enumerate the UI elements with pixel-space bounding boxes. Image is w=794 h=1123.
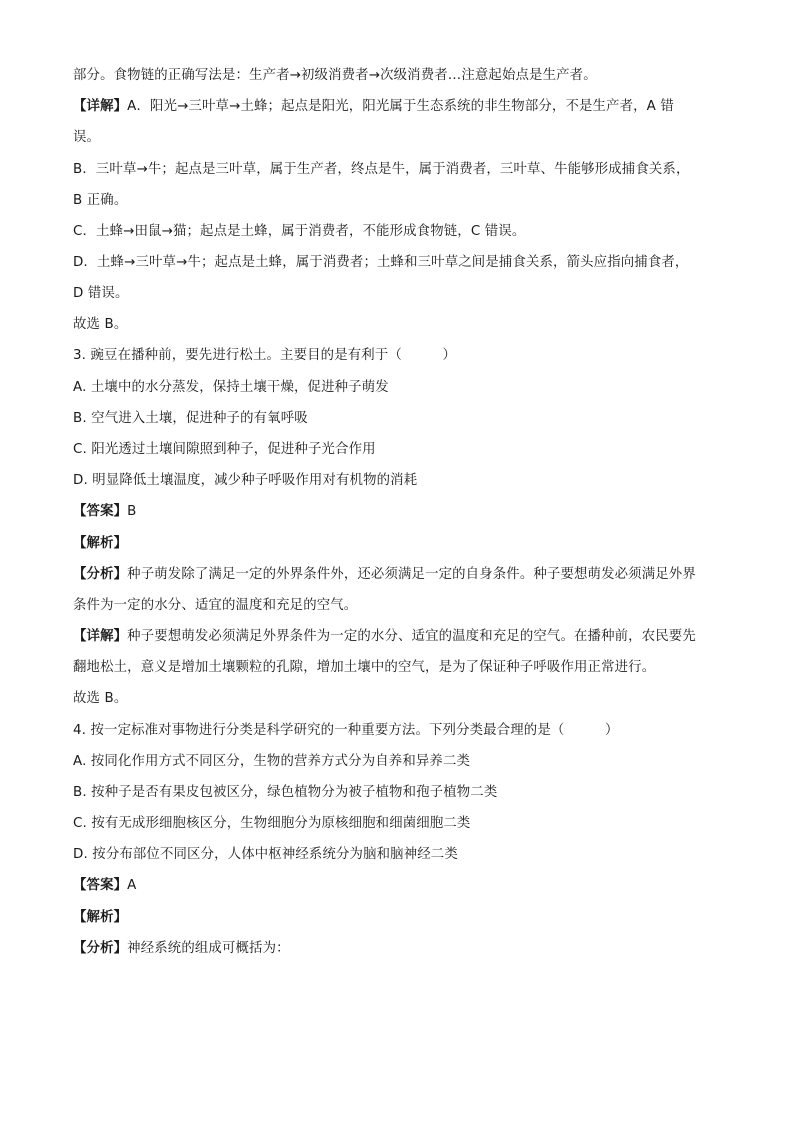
text-line: B．三叶草→牛；起点是三叶草，属于生产者，终点是牛，属于消费者，三叶草、牛能够形成捕食关系， [73,162,690,177]
section-tag: 【分析】 [73,941,128,956]
text-line: 部分。食物链的正确写法是：生产者→初级消费者→次级消费者…注意起始点是生产者。 [73,68,597,83]
text-line [73,908,723,928]
text-line: D 错误。 [73,286,129,301]
answer-option: A. 按同化作用方式不同区分，生物的营养方式分为自养和异养二类 [73,754,471,769]
section-tag: 【解析】 [73,536,128,551]
text-line: B 正确。 [73,193,128,208]
question-stem: 4. 按一定标准对事物进行分类是科学研究的一种重要方法。下列分类最合理的是（ ） [73,723,619,738]
section-tag: 【分析】 [73,567,128,582]
answer-option: A. 土壤中的水分蒸发，保持土壤干燥，促进种子萌发 [73,380,389,395]
section-tag: 【答案】 [73,504,128,519]
text-line: 【详解】A．阳光→三叶草→土蜂；起点是阳光，阳光属于生态系统的非生物部分，不是生产者，A 错 [73,99,674,114]
section-tag: 【解析】 [73,910,128,925]
text-line: 条件为一定的水分、适宜的温度和充足的空气。 [73,598,358,613]
question-stem: 3. 豌豆在播种前，要先进行松土。主要目的是有利于（ ） [73,348,457,363]
section-tag: 【答案】 [73,878,128,893]
text-line [73,534,723,554]
text-line: 翻地松土，意义是增加土壤颗粒的孔隙，增加土壤中的空气，是为了保证种子呼吸作用正常进行。 [73,660,656,675]
text-line: C．土蜂→田鼠→猫；起点是土蜂，属于消费者，不能形成食物链，C 错误。 [73,224,526,239]
text-line: 误。 [73,130,101,145]
answer-line: 【答案】A [73,878,137,893]
answer-option: B. 按种子是否有果皮包被区分，绿色植物分为被子植物和孢子植物二类 [73,785,498,800]
text-line: D．土蜂→三叶草→牛；起点是土蜂，属于消费者；土蜂和三叶草之间是捕食关系，箭头应指向捕食者， [73,255,689,270]
text-line: 【分析】神经系统的组成可概括为： [73,941,290,956]
answer-option: B. 空气进入土壤，促进种子的有氧呼吸 [73,411,308,426]
text-line: 故选 B。 [73,691,128,706]
answer-line: 【答案】B [73,504,137,519]
text-line: 【分析】种子萌发除了满足一定的外界条件外，还必须满足一定的自身条件。种子要想萌发必须满足外界 [73,567,696,582]
section-tag: 【详解】 [73,99,128,114]
answer-option: D. 明显降低土壤温度，减少种子呼吸作用对有机物的消耗 [73,473,418,488]
text-line: 故选 B。 [73,317,128,332]
answer-option: D. 按分布部位不同区分，人体中枢神经系统分为脑和脑神经二类 [73,847,458,862]
answer-option: C. 阳光透过土壤间隙照到种子，促进种子光合作用 [73,442,376,457]
answer-option: C. 按有无成形细胞核区分，生物细胞分为原核细胞和细菌细胞二类 [73,816,471,831]
text-line: 【详解】种子要想萌发必须满足外界条件为一定的水分、适宜的温度和充足的空气。在播种前，农民要先 [73,629,696,644]
section-tag: 【详解】 [73,629,128,644]
